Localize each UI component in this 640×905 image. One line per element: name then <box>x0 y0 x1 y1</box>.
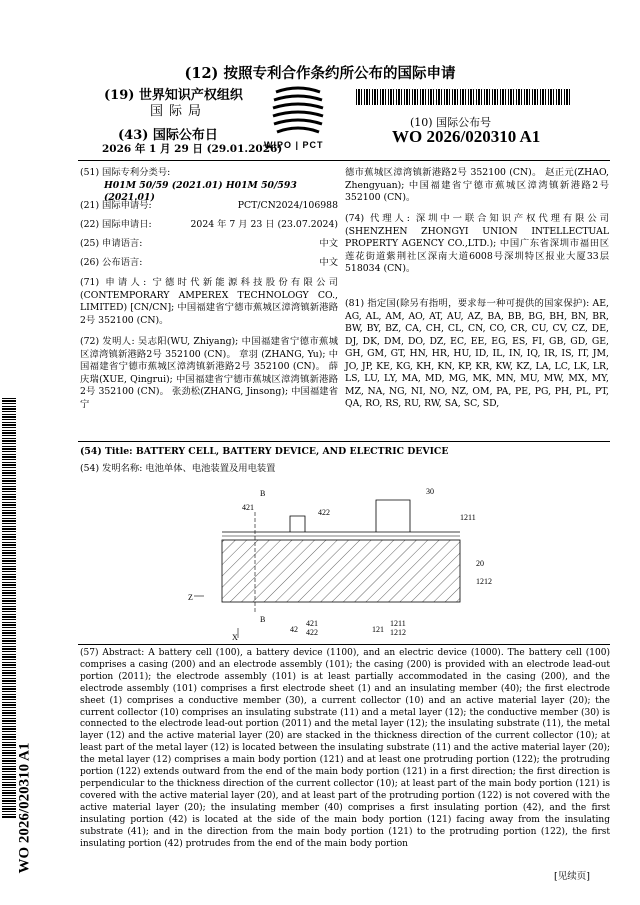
fig-label-z: Z <box>188 593 193 602</box>
field-25-label: (25) 申请语言: <box>80 238 143 249</box>
fig-label-1211: 1211 <box>460 513 476 522</box>
barcode-top <box>356 89 572 105</box>
publication-number: WO 2026/020310 A1 <box>392 127 541 146</box>
fig-label-x: X <box>232 633 238 642</box>
field-21 <box>80 200 338 213</box>
field-74-agent: (74) 代理人: 深圳中一联合知识产权代理有限公司 (SHENZHEN ZHONGYI UNION INTELLECTUAL PROPERTY AGENCY CO.,LTD.); 中国广东省深圳市福田区莲花街道紫荆社区深南大道6008号深圳特区报业大厦33层 518034 (CN)。 <box>345 213 609 274</box>
field-22-value: 2024 年 7 月 23 日 (23.07.2024) <box>190 219 338 230</box>
document-title: (12) 按照专利合作条约所公布的国际申请 <box>184 65 456 82</box>
field-22-label: (22) 国际申请日: <box>80 219 152 230</box>
inventors-continued: 德市蕉城区漳湾镇新港路2号 352100 (CN)。 赵正元(ZHAO, Zhengyuan); 中国福建省宁德市蕉城区漳湾镇新港路2号 352100 (CN)。 <box>345 167 609 203</box>
fig-label-b-top: B <box>260 489 266 498</box>
publication-date-label: (43) 国际公布日 <box>118 128 218 143</box>
organization-name: (19) 世界知识产权组织 <box>104 88 243 103</box>
side-publication-number: WO 2026/020310 A1 <box>16 742 33 874</box>
wipo-logo-icon <box>268 86 328 144</box>
field-22 <box>80 219 338 232</box>
fig-label-20: 20 <box>476 559 484 568</box>
patent-figure <box>180 482 510 642</box>
barcode-side <box>2 398 16 818</box>
publication-date: 2026 年 1 月 29 日 (29.01.2026) <box>102 143 283 155</box>
abstract-text: (57) Abstract: A battery cell (100), a battery device (1100), and an electric device (1000). The battery cell (100) comprises a casing (200) and an electrode assembly (101); the casing (200) is provided with an electrode lead-out portion (2011); the electrode assembly (101) is at least partially accommodated in the casing (200), and the electrode assembly (101) comprises a first electrode sheet (1) and an insulating member (40); the first electrode sheet (1) comprises a conductive member (30), a current collector (10) and an active material layer (20); the current collector (10) comprises an insulating substrate (11) and a metal layer (12); the conductive member (30) is connected to the electrode lead-out portion (2011) and the metal layer (12); the insulating substrate (11), the metal layer (12) and the active material layer (20) are stacked in the thickness direction of the current collector (10); at least part of the metal layer (12) is located between the insulating substrate (11) and the active material layer (20); the metal layer (12) comprises a main body portion (121) and at least one protruding portion (122); the protruding portion (122) extends outward from the end of the main body portion (121) in a first direction; the first direction is perpendicular to the thickness direction of the current collector (10); at least part of the main body portion (121) is covered with the active material layer (20), and at least part of the protruding portion (122) is not covered with the active material layer (20); the insulating member (40) comprises a first insulating portion (42), and the first insulating portion (42) is located at the side of the main body portion (121) facing away from the insulating substrate (41); and in the direction from the main body portion (121) to the protruding portion (122), the first insulating portion (42) protrudes from the end of the main body portion <box>80 648 610 849</box>
field-21-label: (21) 国际申请号: <box>80 200 152 211</box>
field-26 <box>80 257 338 270</box>
field-21-value: PCT/CN2024/106988 <box>237 200 338 211</box>
fig-label-30: 30 <box>426 487 434 496</box>
fig-label-b-bottom: B <box>260 615 266 624</box>
fig-label-422-b: 422 <box>306 628 318 637</box>
fig-label-1212-b: 1212 <box>390 628 406 637</box>
fig-label-42: 42 <box>290 625 298 634</box>
field-51-label: (51) 国际专利分类号: <box>80 167 171 178</box>
fig-label-421-b: 421 <box>306 619 318 628</box>
field-26-value: 中文 <box>319 257 338 268</box>
field-26-label: (26) 公布语言: <box>80 257 143 268</box>
header-divider <box>78 160 610 161</box>
organization-bureau: 国际局 <box>150 104 208 119</box>
field-25 <box>80 238 338 251</box>
field-71-applicant: (71) 申请人: 宁德时代新能源科技股份有限公司 (CONTEMPORARY AMPEREX TECHNOLOGY CO., LIMITED) [CN/CN]; 中国福建省宁德市蕉城区漳湾镇新港路2号 352100 (CN)。 <box>80 277 338 326</box>
publication-number-label: (10) 国际公布号 <box>410 116 492 129</box>
fig-label-1212: 1212 <box>476 577 492 586</box>
fig-label-121: 121 <box>372 625 384 634</box>
field-51 <box>80 167 338 205</box>
field-51-value: H01M 50/59 (2021.01) H01M 50/593 (2021.01) <box>104 179 297 203</box>
field-72-inventors: (72) 发明人: 吴志阳(WU, Zhiyang); 中国福建省宁德市蕉城区漳湾镇新港路2号 352100 (CN)。 章羽 (ZHANG, Yu); 中国福建省宁德市蕉城区漳湾镇新港路2号 352100 (CN)。 薛庆瑞(XUE, Qingrui); 中国福建省宁德市蕉城区漳湾镇新港路2号 352100 (CN)。 张劲松(ZHANG, Jinsong); 中国福建省宁 <box>80 336 338 410</box>
title-divider <box>78 441 610 442</box>
field-81-designated-states: (81) 指定国(除另有指明，要求每一种可提供的国家保护): AE, AG, AL, AM, AO, AT, AU, AZ, BA, BB, BG, BH, BN, BR, BW, BY, BZ, CA, CH, CL, CN, CO, CR, CU, CV, CZ, DE, DJ, DK, DM, DO, DZ, EC, EE, EG, ES, FI, GB, GD, GE, GH, GM, GT, HN, HR, HU, ID, IL, IN, IQ, IR, IS, IT, JM, JO, JP, KE, KG, KH, KN, KP, KR, KW, KZ, LA, LC, LK, LR, LS, LU, LY, MA, MD, MG, MK, MN, MU, MW, MX, MY, MZ, NA, NG, NI, NO, NZ, OM, PA, PE, PG, PH, PL, PT, QA, RO, RS, RU, RW, SA, SC, SD, <box>345 298 609 409</box>
wipo-pct-text: WIPO | PCT <box>264 140 324 150</box>
title-chinese: (54) 发明名称: 电池单体、电池装置及用电装置 <box>80 463 276 474</box>
abstract-divider <box>78 644 610 645</box>
fig-label-421: 421 <box>242 503 254 512</box>
field-25-value: 中文 <box>319 238 338 249</box>
continued-note: [见续页] <box>554 871 590 882</box>
fig-label-422: 422 <box>318 508 330 517</box>
fig-label-1211-b: 1211 <box>390 619 406 628</box>
title-english: (54) Title: BATTERY CELL, BATTERY DEVICE, AND ELECTRIC DEVICE <box>80 446 449 457</box>
electrode-sheet-drawing <box>194 500 460 638</box>
